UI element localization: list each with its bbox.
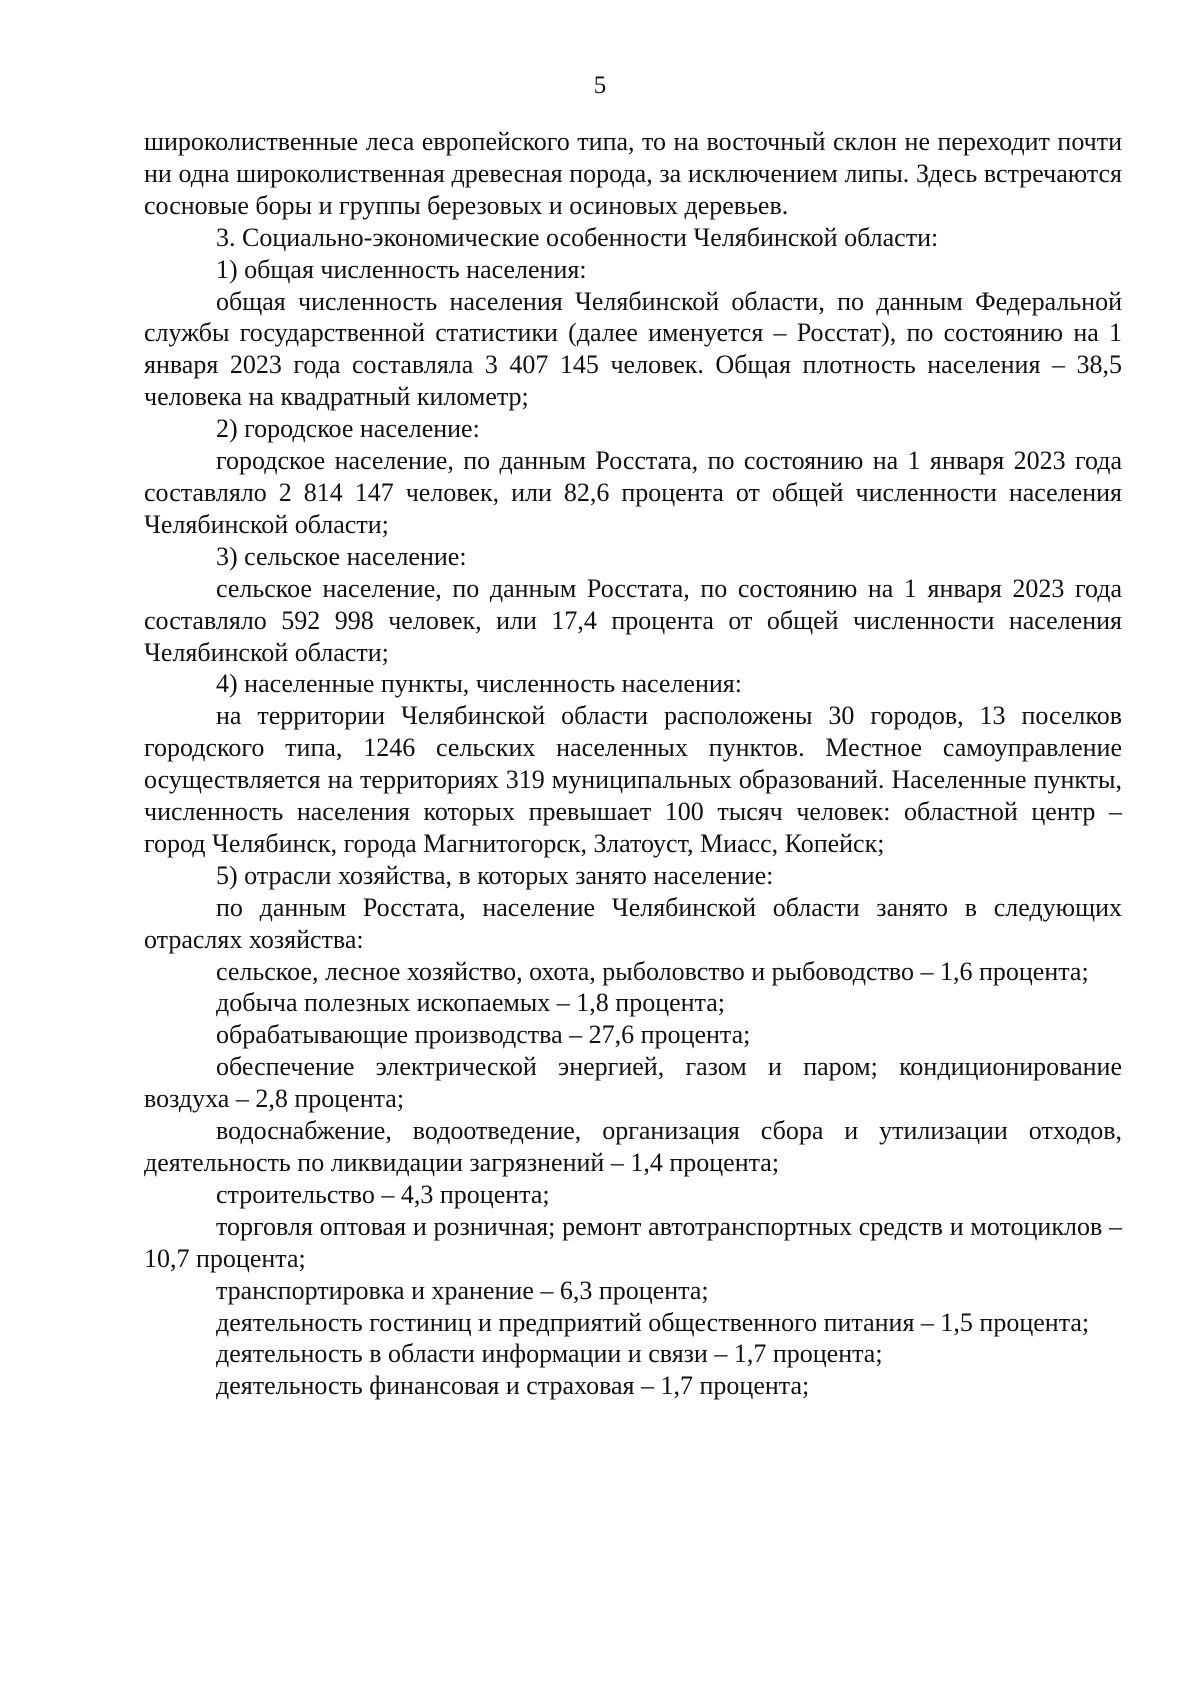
- sector-item-information: деятельность в области информации и связи – 1,7 процента;: [216, 1339, 883, 1369]
- sector-item-construction: строительство – 4,3 процента;: [216, 1179, 550, 1209]
- subheading-economic-sectors: 5) отрасли хозяйства, в которых занято население:: [216, 860, 774, 890]
- subheading-urban-population: 2) городское население:: [216, 414, 480, 444]
- sector-item-manufacturing: обрабатывающие производства – 27,6 процента;: [216, 1020, 751, 1050]
- subheading-rural-population: 3) сельское население:: [216, 541, 467, 571]
- document-body: [144, 126, 1122, 1402]
- sector-item-hospitality: деятельность гостиниц и предприятий общественного питания – 1,5 процента;: [216, 1307, 1090, 1337]
- sector-item-finance: деятельность финансовая и страховая – 1,7 процента;: [216, 1371, 810, 1401]
- sector-item-transport: транспортировка и хранение – 6,3 процента;: [216, 1275, 709, 1305]
- page-number: 5: [593, 72, 607, 99]
- subheading-total-population: 1) общая численность населения:: [216, 254, 587, 284]
- paragraph-rural-population: сельское население, по данным Росстата, по состоянию на 1 января 2023 года составляло 592 998 человек, или 17,4 процента от общей численности населения Челябинской области;: [144, 573, 1122, 667]
- paragraph-urban-population: городское население, по данным Росстата, по состоянию на 1 января 2023 года составляло 2 814 147 человек, или 82,6 процента от общей численности населения Челябинской области;: [144, 446, 1122, 539]
- sector-item-mining: добыча полезных ископаемых – 1,8 процента;: [216, 988, 726, 1018]
- sector-item-water-supply: водоснабжение, водоотведение, организация сбора и утилизации отходов, деятельность по ликвидации загрязнений – 1,4 процента;: [144, 1116, 1122, 1177]
- paragraph-forest-description: широколиственные леса европейского типа, то на восточный склон не переходит почти ни одна широколиственная древесная порода, за исключением липы. Здесь встречаются сосновые боры и группы березовых и осиновых деревьев.: [144, 127, 1122, 220]
- sector-item-agriculture: сельское, лесное хозяйство, охота, рыболовство и рыбоводство – 1,6 процента;: [216, 956, 1089, 986]
- subheading-settlements: 4) населенные пункты, численность населения:: [216, 669, 742, 699]
- sector-item-energy: обеспечение электрической энергией, газом и паром; кондиционирование воздуха – 2,8 процента;: [144, 1052, 1122, 1114]
- paragraph-settlements: на территории Челябинской области расположены 30 городов, 13 поселков городского типа, 1246 сельских населенных пунктов. Местное самоуправление осуществляется на территориях 319 муниципальных образований. Населенные пункты, численность населения которых превышает 100 тысяч человек: областной центр – город Челябинск, города Магнитогорск, Златоуст, Миасс, Копейск;: [144, 701, 1122, 858]
- paragraph-sectors-intro: по данным Росстата, население Челябинской области занято в следующих отраслях хозяйства:: [144, 892, 1122, 954]
- paragraph-total-population: общая численность населения Челябинской области, по данным Федеральной службы государственной статистики (далее именуется – Росстат), по состоянию на 1 января 2023 года составляла 3 407 145 человек. Общая плотность населения – 38,5 человека на квадратный километр;: [144, 286, 1122, 412]
- heading-socioeconomic-features: 3. Социально-экономические особенности Челябинской области:: [216, 222, 939, 252]
- sector-item-trade: торговля оптовая и розничная; ремонт автотранспортных средств и мотоциклов – 10,7 процента;: [144, 1211, 1122, 1273]
